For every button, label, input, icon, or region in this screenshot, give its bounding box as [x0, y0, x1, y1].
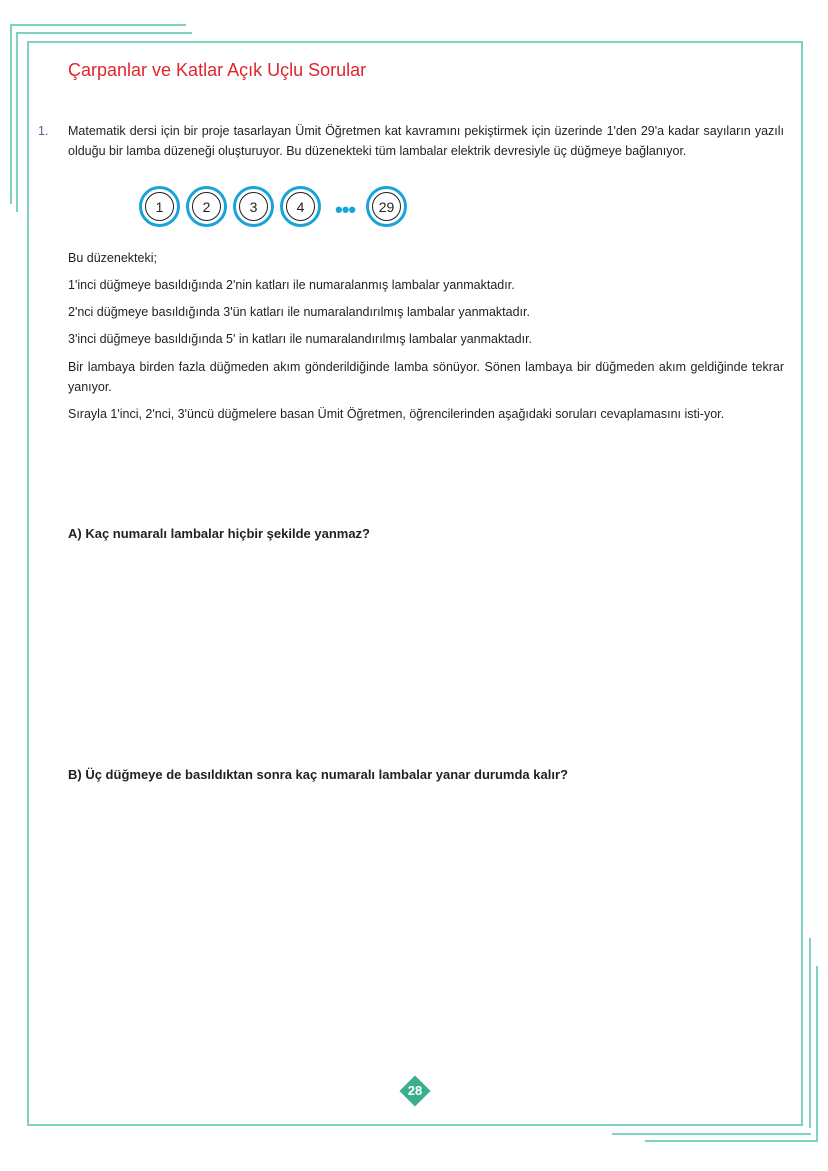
rule-2: 2'nci düğmeye basıldığında 3'ün katları ile numaralandırılmış lambalar yanmaktadır.: [68, 305, 530, 319]
frame-line-left-2: [16, 32, 18, 212]
toggle-note: Bir lambaya birden fazla düğmeden akım gönderildiğinde lamba sönüyor. Sönen lambaya bir düğmeden akım geldiğinde tekrar yanıyor.: [68, 360, 784, 394]
page-title: Çarpanlar ve Katlar Açık Uçlu Sorular: [68, 60, 367, 80]
frame-line-left-1: [10, 24, 12, 204]
lamp-label: 2: [192, 192, 221, 221]
frame-line-bottom-2: [645, 1140, 818, 1142]
question-intro: Matematik dersi için bir proje tasarlayan Ümit Öğretmen kat kavramını pekiştirmek için üzerinde 1'den 29'a kadar sayıların yazılı olduğu bir lamba düzeneği oluşturuyor. Bu düzenekteki tüm lambalar elektrik devresiyle üç düğmeye bağlanıyor.: [68, 124, 784, 158]
page-number-badge: [399, 1075, 431, 1107]
rule-3: 3'inci düğmeye basıldığında 5' in katları ile numaralandırılmış lambalar yanmaktadır.: [68, 332, 533, 346]
lamp-29: [366, 186, 407, 227]
frame-line-right-2: [816, 966, 818, 1140]
frame-line-top-1: [10, 24, 186, 26]
lamp-3: [233, 186, 274, 227]
closing-text: Sırayla 1'inci, 2'nci, 3'üncü düğmelere basan Ümit Öğretmen, öğrencilerinden aşağıdaki soruları cevaplamasını isti-yor.: [68, 407, 725, 421]
lamp-label: 4: [286, 192, 315, 221]
lamp-4: [280, 186, 321, 227]
ellipsis: •••: [335, 197, 356, 222]
frame-line-top-2: [16, 32, 192, 34]
question-number: 1.: [38, 124, 49, 138]
page-number: 28: [407, 1083, 423, 1098]
rule-1: 1'inci düğmeye basıldığında 2'nin katları ile numaralanmış lambalar yanmaktadır.: [68, 278, 515, 292]
lamp-label: 1: [145, 192, 174, 221]
part-a-question: A) Kaç numaralı lambalar hiçbir şekilde yanmaz?: [68, 526, 371, 541]
frame-line-bottom-1: [612, 1133, 811, 1135]
setup-label: Bu düzenekteki;: [68, 251, 157, 265]
lamp-label: 29: [372, 192, 401, 221]
lamp-1: [139, 186, 180, 227]
lamp-label: 3: [239, 192, 268, 221]
part-b-question: B) Üç düğmeye de basıldıktan sonra kaç numaralı lambalar yanar durumda kalır?: [68, 767, 568, 782]
frame-line-right-1: [809, 938, 811, 1128]
lamp-2: [186, 186, 227, 227]
